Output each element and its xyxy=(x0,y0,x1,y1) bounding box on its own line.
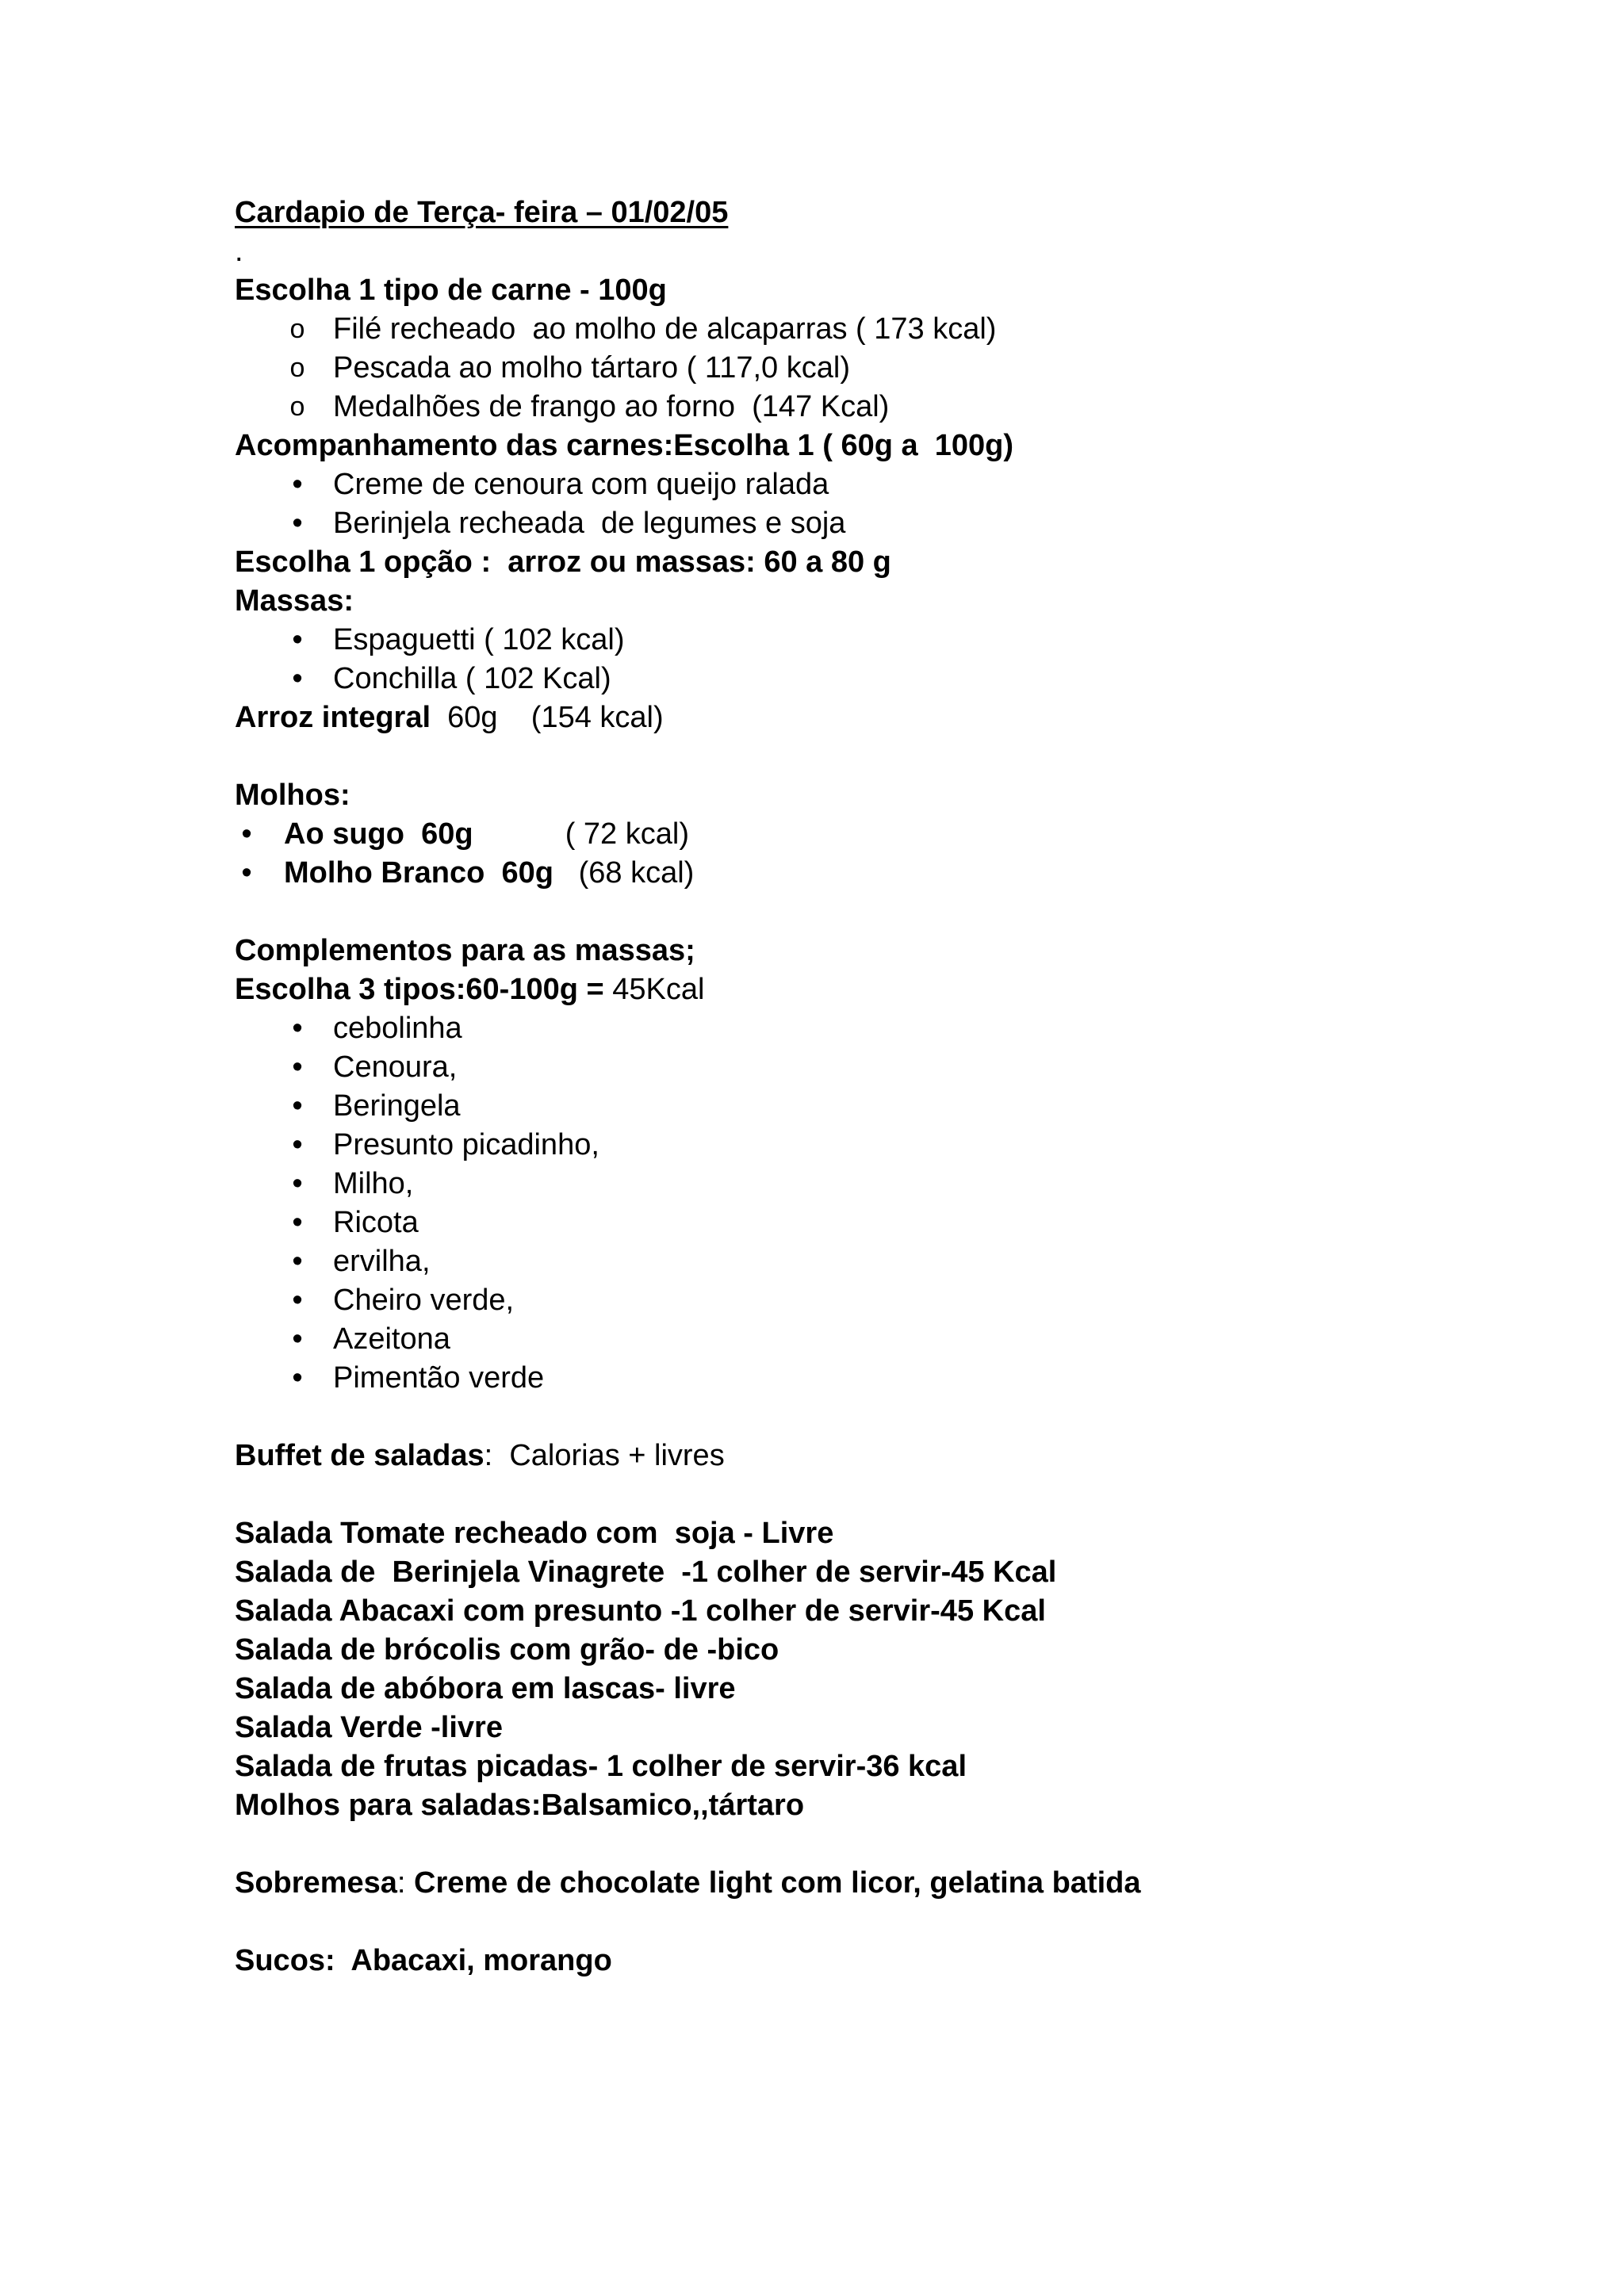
massa-item: Espaguetti ( 102 kcal) xyxy=(333,623,625,656)
list-item xyxy=(235,815,1551,854)
complemento-item: Cheiro verde, xyxy=(333,1284,515,1317)
complementos-heading: Complementos para as massas; xyxy=(235,934,695,967)
list-item xyxy=(235,310,1551,349)
sobremesa-value: Creme de chocolate light com licor, gelatina batida xyxy=(414,1866,1141,1900)
complemento-item: Pimentão verde xyxy=(333,1361,545,1395)
molhos-heading: Molhos: xyxy=(235,779,350,812)
massa-item: Conchilla ( 102 Kcal) xyxy=(333,662,611,695)
carne-item: Filé recheado ao molho de alcaparras ( 173 kcal) xyxy=(333,312,997,346)
list-item xyxy=(235,1242,1551,1281)
list-item xyxy=(235,388,1551,427)
complemento-item: Presunto picadinho, xyxy=(333,1128,599,1161)
bullet-icon: • xyxy=(292,1012,303,1045)
molho-value: ( 72 kcal) xyxy=(473,817,689,851)
bullet-icon: • xyxy=(292,1050,303,1084)
list-item xyxy=(235,349,1551,388)
bullet-icon: • xyxy=(241,856,252,890)
dot-line: . xyxy=(235,235,243,268)
complemento-item: Beringela xyxy=(333,1089,461,1123)
complemento-item: Milho, xyxy=(333,1167,414,1200)
complemento-item: Azeitona xyxy=(333,1322,450,1356)
bullet-icon: • xyxy=(292,1128,303,1161)
complementos-subheading xyxy=(235,970,1551,1009)
list-item xyxy=(235,1320,1551,1359)
acompanhamento-item: Creme de cenoura com queijo ralada xyxy=(333,468,829,501)
list-item xyxy=(235,1203,1551,1242)
carne-heading: Escolha 1 tipo de carne - 100g xyxy=(235,274,667,307)
spacer xyxy=(235,1903,1551,1942)
molho-name: Ao sugo 60g xyxy=(284,817,473,851)
list-item xyxy=(235,660,1551,698)
bullet-icon: • xyxy=(292,662,303,695)
bullet-icon: • xyxy=(292,1167,303,1200)
bullet-icon: • xyxy=(241,817,252,851)
sucos-line: Sucos: Abacaxi, morango xyxy=(235,1944,612,1977)
massas-heading: Massas: xyxy=(235,584,354,618)
circle-bullet-icon: o xyxy=(289,314,305,344)
salada-line: Salada de frutas picadas- 1 colher de servir-36 kcal xyxy=(235,1750,967,1783)
sobremesa-separator: : xyxy=(396,1866,415,1900)
salada-line: Salada Verde -livre xyxy=(235,1711,503,1744)
spacer xyxy=(235,893,1551,932)
buffet-line xyxy=(235,1437,1551,1475)
sobremesa-label: Sobremesa xyxy=(235,1866,397,1900)
bullet-icon: • xyxy=(292,1089,303,1123)
circle-bullet-icon: o xyxy=(289,353,305,383)
spacer xyxy=(235,1398,1551,1437)
bullet-icon: • xyxy=(292,1245,303,1278)
buffet-label: Buffet de saladas xyxy=(235,1439,485,1472)
menu-content xyxy=(235,193,1551,1980)
list-item xyxy=(235,504,1551,543)
bullet-icon: • xyxy=(292,1322,303,1356)
list-item xyxy=(235,1009,1551,1048)
list-item xyxy=(235,1048,1551,1087)
complementos-subheading-kcal: 45Kcal xyxy=(612,973,705,1006)
molho-name: Molho Branco 60g xyxy=(284,856,553,890)
salada-line: Salada de brócolis com grão- de -bico xyxy=(235,1633,779,1667)
carne-item: Medalhões de frango ao forno (147 Kcal) xyxy=(333,390,890,423)
list-item xyxy=(235,854,1551,893)
bullet-icon: • xyxy=(292,623,303,656)
sobremesa-line xyxy=(235,1864,1551,1903)
list-item xyxy=(235,1165,1551,1203)
complemento-item: Cenoura, xyxy=(333,1050,458,1084)
salada-line: Salada de Berinjela Vinagrete -1 colher de servir-45 Kcal xyxy=(235,1556,1057,1589)
list-item xyxy=(235,1126,1551,1165)
arroz-label: Arroz integral xyxy=(235,701,431,734)
spacer xyxy=(235,1825,1551,1864)
salada-line: Salada Tomate recheado com soja - Livre xyxy=(235,1517,834,1550)
list-item xyxy=(235,1281,1551,1320)
bullet-icon: • xyxy=(292,1361,303,1395)
page-title: Cardapio de Terça- feira – 01/02/05 xyxy=(235,196,729,229)
complementos-subheading-bold: Escolha 3 tipos:60-100g = xyxy=(235,973,613,1006)
arroz-value: 60g (154 kcal) xyxy=(431,701,664,734)
bullet-icon: • xyxy=(292,507,303,540)
salada-line: Molhos para saladas:Balsamico,,tártaro xyxy=(235,1789,805,1822)
circle-bullet-icon: o xyxy=(289,392,305,422)
bullet-icon: • xyxy=(292,1206,303,1239)
acompanhamento-heading: Acompanhamento das carnes:Escolha 1 ( 60g a 100g) xyxy=(235,429,1014,462)
salada-line: Salada de abóbora em lascas- livre xyxy=(235,1672,736,1705)
acompanhamento-item: Berinjela recheada de legumes e soja xyxy=(333,507,846,540)
list-item xyxy=(235,1087,1551,1126)
buffet-value: : Calorias + livres xyxy=(484,1439,725,1472)
spacer xyxy=(235,1475,1551,1514)
list-item xyxy=(235,621,1551,660)
salada-line: Salada Abacaxi com presunto -1 colher de servir-45 Kcal xyxy=(235,1594,1046,1628)
bullet-icon: • xyxy=(292,468,303,501)
complemento-item: ervilha, xyxy=(333,1245,431,1278)
spacer xyxy=(235,737,1551,776)
list-item xyxy=(235,1359,1551,1398)
complemento-item: Ricota xyxy=(333,1206,419,1239)
carne-item: Pescada ao molho tártaro ( 117,0 kcal) xyxy=(333,351,850,385)
molho-value: (68 kcal) xyxy=(553,856,695,890)
complemento-item: cebolinha xyxy=(333,1012,462,1045)
opcao-heading: Escolha 1 opção : arroz ou massas: 60 a 80 g xyxy=(235,545,891,579)
arroz-line xyxy=(235,698,1551,737)
bullet-icon: • xyxy=(292,1284,303,1317)
list-item xyxy=(235,465,1551,504)
